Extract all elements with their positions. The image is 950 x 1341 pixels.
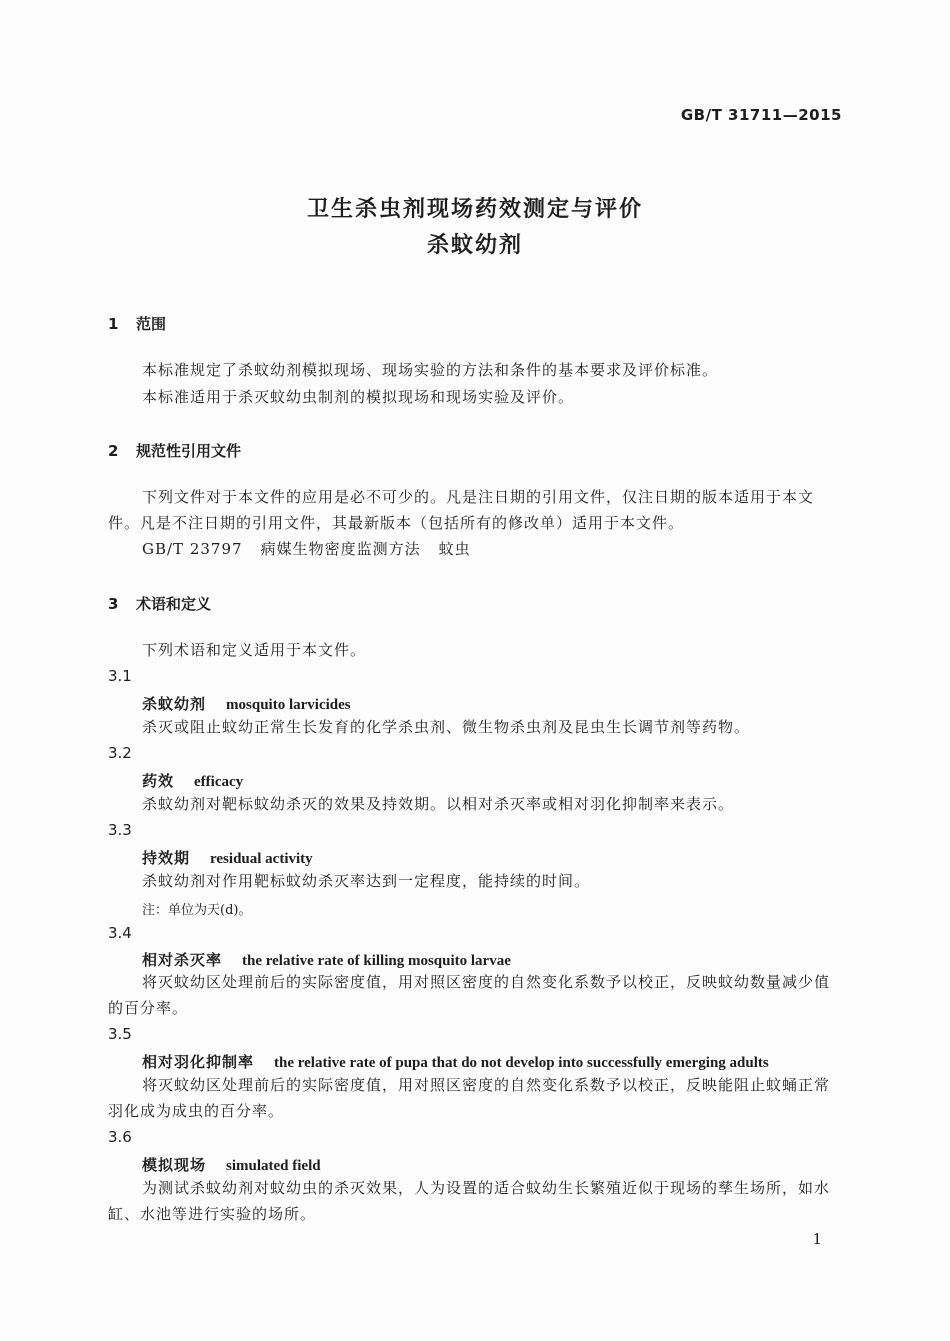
section-3-heading bbox=[108, 593, 211, 614]
section-title: 规范性引用文件 bbox=[136, 442, 242, 460]
page-number: 1 bbox=[812, 1230, 822, 1248]
normative-reference bbox=[142, 538, 489, 559]
section-number: 1 bbox=[108, 315, 119, 333]
term-english: the relative rate of pupa that do not develop into successfully emerging adults bbox=[274, 1055, 769, 1071]
section-number: 2 bbox=[108, 442, 119, 460]
section-2-paragraph: 下列文件对于本文件的应用是必不可少的。凡是注日期的引用文件，仅注日期的版本适用于本文件。凡是不注日期的引用文件，其最新版本（包括所有的修改单）适用于本文件。 bbox=[108, 488, 815, 532]
term-english: residual activity bbox=[210, 851, 313, 867]
term-entry bbox=[142, 693, 351, 714]
section-1-paragraph-2: 本标准适用于杀灭蚊幼虫制剂的模拟现场和现场实验及评价。 bbox=[142, 388, 575, 406]
term-chinese: 相对羽化抑制率 bbox=[142, 1053, 255, 1071]
standard-number: GB/T 31711—2015 bbox=[680, 106, 842, 124]
document-subtitle: 杀蚊幼剂 bbox=[426, 233, 523, 258]
term-definition: 杀蚊幼剂对作用靶标蚊幼杀灭率达到一定程度，能持续的时间。 bbox=[142, 872, 591, 890]
reference-title: 病媒生物密度监测方法 bbox=[260, 540, 421, 558]
term-entry bbox=[142, 847, 313, 868]
term-entry bbox=[142, 949, 511, 970]
reference-subtitle: 蚊虫 bbox=[438, 540, 471, 558]
section-1-heading bbox=[108, 313, 166, 334]
term-definition: 杀蚊幼剂对靶标蚊幼杀灭的效果及持效期。以相对杀灭率或相对羽化抑制率来表示。 bbox=[142, 795, 735, 813]
section-1-paragraph-1: 本标准规定了杀蚊幼剂模拟现场、现场实验的方法和条件的基本要求及评价标准。 bbox=[142, 361, 719, 379]
term-chinese: 杀蚊幼剂 bbox=[142, 695, 207, 713]
clause-number: 3.2 bbox=[108, 744, 132, 762]
term-english: the relative rate of killing mosquito larvae bbox=[242, 953, 511, 969]
term-definition: 为测试杀蚊幼剂对蚊幼虫的杀灭效果，人为设置的适合蚊幼生长繁殖近似于现场的孳生场所，如水缸、水池等进行实验的场所。 bbox=[108, 1179, 831, 1223]
section-3-intro: 下列术语和定义适用于本文件。 bbox=[142, 641, 367, 659]
term-chinese: 相对杀灭率 bbox=[142, 951, 223, 969]
term-english: simulated field bbox=[226, 1158, 321, 1174]
clause-number: 3.6 bbox=[108, 1128, 132, 1146]
clause-number: 3.3 bbox=[108, 821, 132, 839]
reference-code: GB/T 23797 bbox=[142, 540, 243, 558]
section-title: 术语和定义 bbox=[136, 595, 212, 613]
term-definition: 将灭蚊幼区处理前后的实际密度值，用对照区密度的自然变化系数予以校正，反映蚊幼数量减少值的百分率。 bbox=[108, 973, 831, 1017]
clause-number: 3.5 bbox=[108, 1025, 132, 1043]
section-number: 3 bbox=[108, 595, 119, 613]
term-english: mosquito larvicides bbox=[226, 697, 351, 713]
term-definition: 将灭蚊幼区处理前后的实际密度值，用对照区密度的自然变化系数予以校正，反映能阻止蚊蛹正常羽化成为成虫的百分率。 bbox=[108, 1076, 831, 1120]
term-entry bbox=[142, 1051, 769, 1072]
term-definition: 杀灭或阻止蚊幼正常生长发育的化学杀虫剂、微生物杀虫剂及昆虫生长调节剂等药物。 bbox=[142, 718, 751, 736]
term-chinese: 持效期 bbox=[142, 849, 191, 867]
clause-number: 3.1 bbox=[108, 667, 132, 685]
term-entry bbox=[142, 770, 243, 791]
term-chinese: 模拟现场 bbox=[142, 1156, 207, 1174]
section-2-heading bbox=[108, 440, 241, 461]
term-english: efficacy bbox=[194, 774, 244, 790]
section-title: 范围 bbox=[136, 315, 167, 333]
term-note: 注：单位为天(d)。 bbox=[142, 903, 252, 918]
document-title: 卫生杀虫剂现场药效测定与评价 bbox=[306, 197, 643, 222]
term-entry bbox=[142, 1154, 321, 1175]
clause-number: 3.4 bbox=[108, 924, 132, 942]
term-chinese: 药效 bbox=[142, 772, 175, 790]
